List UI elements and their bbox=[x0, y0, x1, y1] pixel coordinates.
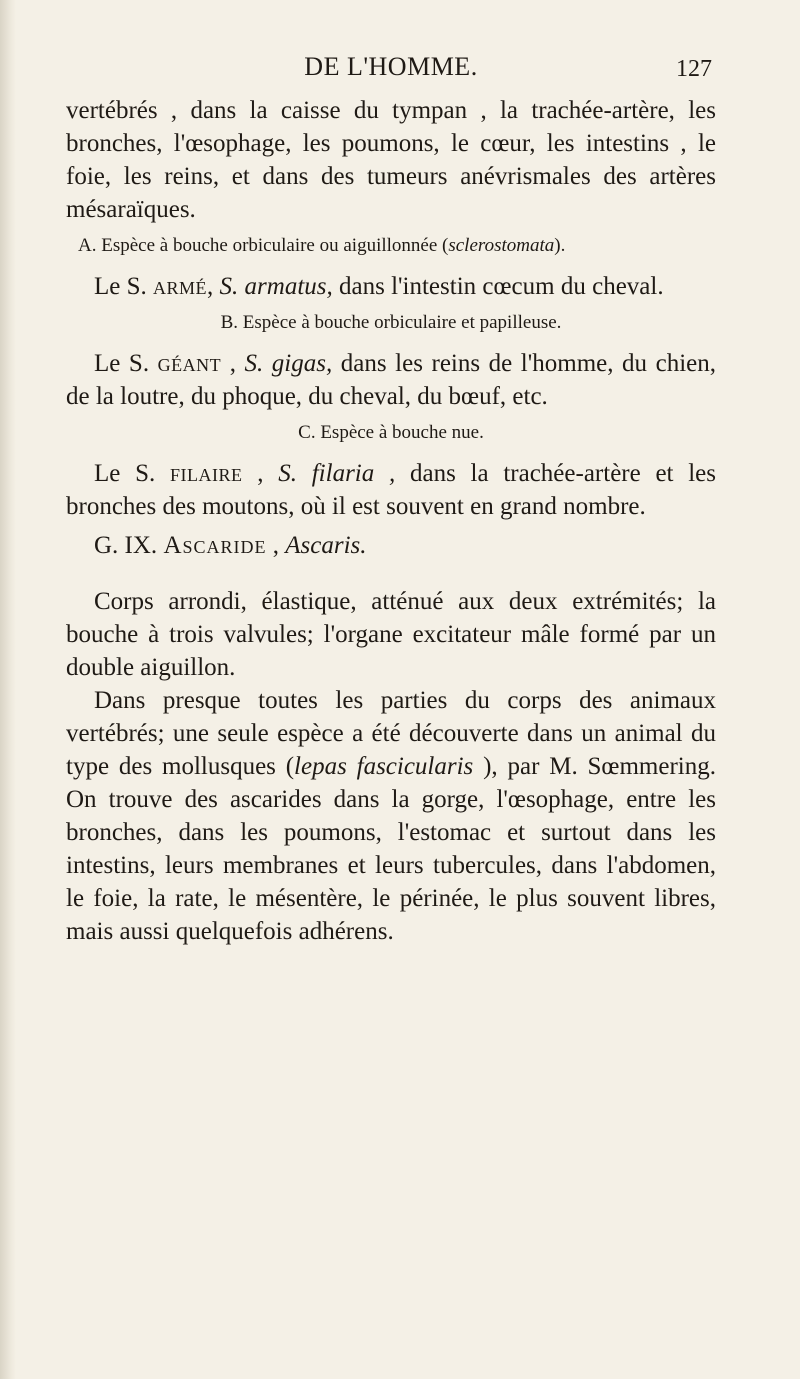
genus-heading bbox=[66, 529, 716, 563]
section-a-italic: sclerostomata bbox=[448, 235, 555, 256]
genus-sep: , bbox=[266, 532, 286, 559]
paragraph-continuation: vertébrés , dans la caisse du tympan , la trachée-artère, les bronches, l'œsophage, les poumons, le cœur, les intestins , le foie, les reins, et dans des tumeurs anévrismales des artères mésaraïques. bbox=[66, 97, 716, 223]
entry-geant-sep: , bbox=[221, 350, 245, 377]
section-b-heading: B. Espèce à bouche orbiculaire et papilleuse. bbox=[220, 312, 562, 333]
section-a-heading bbox=[66, 232, 716, 260]
habitat-text-end: ), par M. Sœmmering. On trouve des ascarides dans la gorge, l'œsophage, entre les bronches, dans les poumons, l'estomac et surtout dans les intestins, leurs membranes et leurs tubercules, dans l'abdomen, le foie, la rate, le mésentère, le périnée, le plus souvent libres, mais aussi quelquefois adhérens. bbox=[66, 753, 716, 945]
genus-latin: Ascaris. bbox=[285, 532, 367, 559]
entry-arme-sep: , bbox=[207, 273, 220, 300]
entry-arme-prefix: Le S. bbox=[94, 273, 154, 300]
habitat-latin: lepas fascicularis bbox=[294, 753, 474, 780]
species-entry-filaire bbox=[66, 457, 716, 523]
entry-geant-name: géant bbox=[157, 350, 222, 377]
page-gutter-shadow bbox=[0, 0, 16, 1379]
entry-arme-text: dans l'intestin cœcum du cheval. bbox=[332, 273, 664, 300]
entry-filaire-sep: , bbox=[242, 460, 279, 487]
entry-filaire-prefix: Le S. bbox=[94, 460, 171, 487]
entry-geant-latin: S. gigas, bbox=[244, 350, 333, 377]
section-a-text: A. Espèce à bouche orbiculaire ou aiguillonnée ( bbox=[78, 235, 449, 256]
entry-geant-text: dans les reins de l'homme, du chien, de la loutre, du phoque, du cheval, du bœuf, etc. bbox=[66, 350, 716, 410]
entry-filaire-name: filaire bbox=[170, 460, 243, 487]
entry-arme-name: armé bbox=[153, 273, 208, 300]
species-entry-arme bbox=[66, 270, 716, 303]
habitat-text-start: Dans presque toutes les parties du corps des animaux vertébrés; une seule espèce a été découverte dans un animal du type des mollusques ( bbox=[66, 687, 716, 780]
entry-filaire-text: dans la trachée-artère et les bronches des moutons, où il est souvent en grand nombre. bbox=[66, 460, 717, 520]
running-title: DE L'HOMME. bbox=[304, 52, 478, 81]
genus-number: G. IX. bbox=[94, 532, 164, 559]
book-page bbox=[66, 52, 716, 948]
page-number: 127 bbox=[676, 56, 712, 82]
species-entry-geant bbox=[66, 347, 716, 413]
page-header bbox=[66, 52, 716, 94]
entry-filaire-latin: S. filaria , bbox=[278, 460, 396, 487]
entry-geant-prefix: Le S. bbox=[94, 350, 158, 377]
genus-name: Ascaride bbox=[163, 532, 267, 559]
section-a-end: ). bbox=[554, 235, 566, 256]
section-c-heading: C. Espèce à bouche nue. bbox=[298, 422, 484, 443]
entry-arme-latin: S. armatus, bbox=[219, 273, 333, 300]
paragraph-habitat bbox=[66, 684, 716, 948]
paragraph-description: Corps arrondi, élastique, atténué aux deux extrémités; la bouche à trois valvules; l'organe excitateur mâle formé par un double aiguillon. bbox=[66, 588, 716, 681]
